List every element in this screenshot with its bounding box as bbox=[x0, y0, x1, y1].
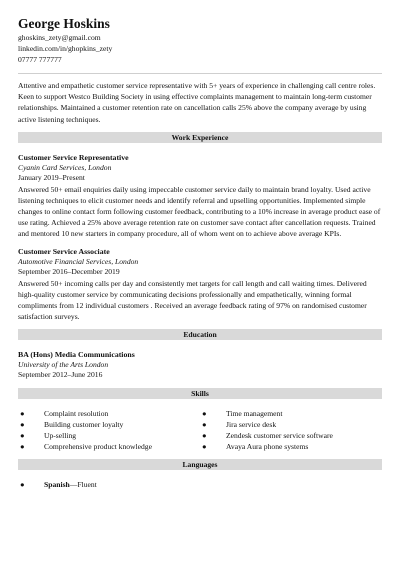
skill-item bbox=[18, 408, 200, 419]
linkedin-text: linkedin.com/in/ghopkins_zety bbox=[18, 44, 113, 53]
skill-label: Avaya Aura phone systems bbox=[226, 441, 309, 451]
skill-label: Complaint resolution bbox=[44, 408, 109, 418]
skills-column-left bbox=[18, 408, 200, 452]
bullet-icon: ● bbox=[20, 408, 25, 418]
skill-item bbox=[18, 441, 200, 452]
skill-label: Building customer loyalty bbox=[44, 419, 124, 429]
job-entry bbox=[18, 246, 382, 322]
bullet-icon: ● bbox=[202, 419, 207, 429]
education-dates: September 2012–June 2016 bbox=[18, 370, 103, 380]
degree-title: BA (Hons) Media Communications bbox=[18, 349, 135, 359]
skill-item bbox=[200, 408, 382, 419]
education-heading: Education bbox=[18, 329, 382, 340]
bullet-icon: ● bbox=[202, 408, 207, 418]
skill-item bbox=[200, 419, 382, 430]
bullet-icon: ● bbox=[202, 430, 207, 440]
bullet-icon: ● bbox=[20, 441, 25, 451]
school-name: University of the Arts London bbox=[18, 359, 109, 369]
language-name: Spanish bbox=[44, 479, 70, 489]
job-description: Answered 50+ email enquiries daily using impeccable customer service daily to maintain brand loyalty. Used active listening techniques to elicit customer needs and identify referral and upselling opportunities. Implemented simple changes to online contact form following customer feedback, contributing to a 10% increase in average product ease of use rating. Achieved a 25% above average retention rate on customer save contact after cancellation requests. Trained and mentored 10 new starters in company procedure, all of whom went on to achieve above average KPIs. bbox=[18, 184, 381, 238]
skill-label: Comprehensive product knowledge bbox=[44, 441, 152, 451]
bullet-icon: ● bbox=[202, 441, 207, 451]
phone-text: 07777 777777 bbox=[18, 55, 62, 64]
job-company: Cyanin Card Services, London bbox=[18, 162, 112, 172]
bullet-icon: ● bbox=[20, 430, 25, 440]
language-item bbox=[18, 479, 382, 490]
email-text: ghoskins_zety@gmail.com bbox=[18, 33, 101, 42]
job-dates: January 2019–Present bbox=[18, 173, 85, 183]
job-company: Automotive Financial Services, London bbox=[18, 256, 139, 266]
work-experience-heading: Work Experience bbox=[18, 132, 382, 143]
skill-item bbox=[18, 430, 200, 441]
bullet-icon: ● bbox=[20, 419, 25, 429]
job-title: Customer Service Representative bbox=[18, 152, 129, 162]
skills-list bbox=[18, 408, 382, 452]
education-entry bbox=[18, 349, 382, 381]
skill-item bbox=[200, 441, 382, 452]
profile-summary: Attentive and empathetic customer service representative with 5+ years of experience in challenging call centre roles. Keen to support Westco Building Society in using effective complaints management to maintain long-term customer relationships. Maintained a customer retention rate on cancellation calls 25% above the company average by using active listening techniques. bbox=[18, 81, 376, 124]
skill-label: Zendesk customer service software bbox=[226, 430, 333, 440]
candidate-name: George Hoskins bbox=[18, 16, 110, 31]
skills-heading: Skills bbox=[18, 388, 382, 399]
skill-label: Up-selling bbox=[44, 430, 77, 440]
bullet-icon: ● bbox=[20, 479, 25, 489]
skill-item bbox=[18, 419, 200, 430]
skill-label: Jira service desk bbox=[226, 419, 277, 429]
job-title: Customer Service Associate bbox=[18, 246, 110, 256]
header-divider bbox=[18, 73, 382, 74]
skill-item bbox=[200, 430, 382, 441]
job-dates: September 2016–December 2019 bbox=[18, 267, 120, 277]
job-description: Answered 50+ incoming calls per day and consistently met targets for call length and call waiting times. Delivered high-quality customer service by communicating decisions professionally and empathetically, winning formal compliments from 12 individual customers . Received an average feedback rating of 97% on randomised customer satisfaction surveys. bbox=[18, 278, 367, 321]
job-entry bbox=[18, 152, 382, 239]
skill-label: Time management bbox=[226, 408, 283, 418]
skills-column-right bbox=[200, 408, 382, 452]
languages-heading: Languages bbox=[18, 459, 382, 470]
language-level: —Fluent bbox=[69, 479, 97, 489]
